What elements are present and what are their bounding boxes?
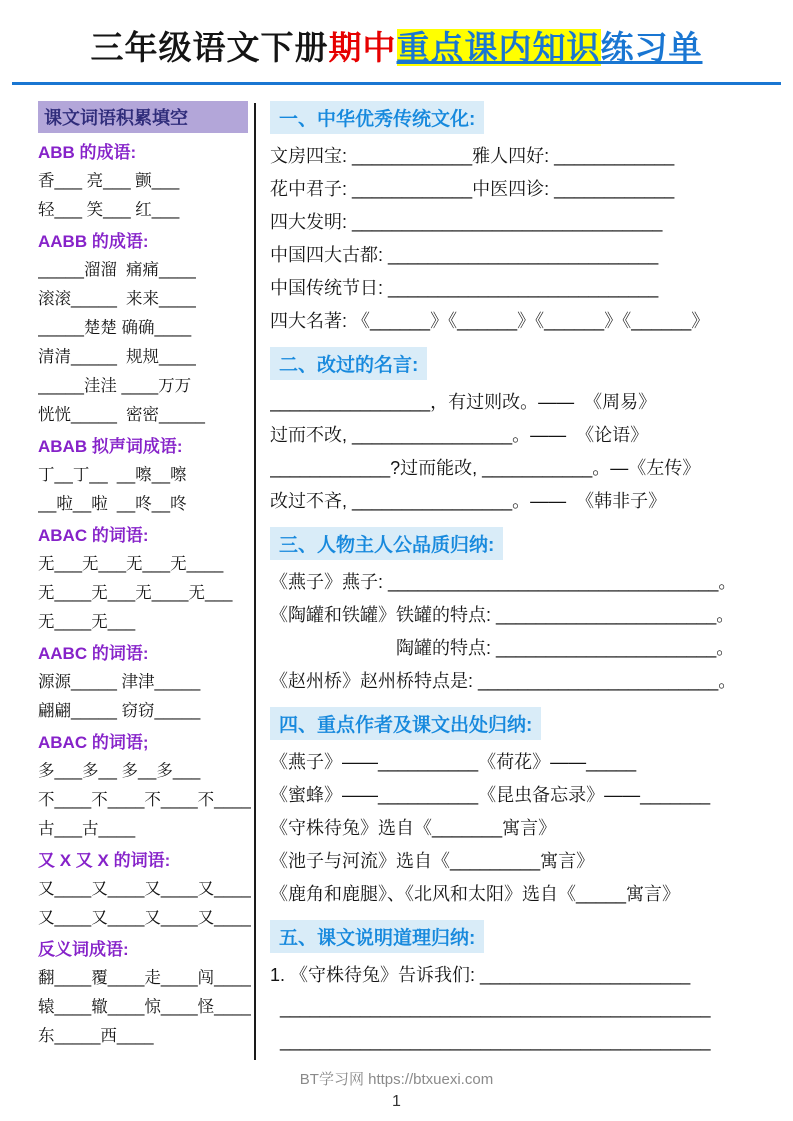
fill-blank-line: 中国四大古都: ___________________________ (270, 245, 659, 265)
section-title: 二、改过的名言: (270, 347, 427, 380)
fill-blank-line: 中国传统节日: ___________________________ (270, 278, 659, 298)
section-label-youx: 又 X 又 X 的词语: (38, 851, 171, 870)
fill-blank-line: ________________，有过则改。—— 《周易》 (270, 392, 657, 412)
fill-blank-line: _____洼洼 ____万万 (38, 377, 192, 395)
title-part-sheet: 练习单 (600, 29, 703, 66)
title-part-midterm: 期中 (328, 29, 397, 66)
fill-blank-line: 不____不____不____不____ (38, 791, 251, 809)
section-label-aabb: AABB 的成语: (38, 232, 149, 251)
title-divider-line (12, 82, 781, 85)
footer (0, 1069, 793, 1113)
fill-blank-line: 翻____覆____走____闯____ (38, 969, 251, 987)
section-title: 三、人物主人公品质归纳: (270, 527, 503, 560)
fill-blank-line: 翩翩_____ 窃窃_____ (38, 702, 201, 720)
section-label-aabc: AABC 的词语: (38, 644, 149, 663)
left-column-header: 课文词语积累填空 (38, 101, 248, 133)
section-famous-quotes (270, 338, 771, 518)
fill-blank-line: 《蜜蜂》——__________《昆虫备忘录》——_______ (270, 785, 711, 805)
fill-blank-line: 改过不吝, ________________。—— 《韩非子》 (270, 491, 667, 511)
fill-blank-line: 陶罐的特点: ______________________。 (270, 638, 735, 658)
section-label-abac-2: ABAC 的词语; (38, 733, 149, 752)
page-number: 1 (392, 1093, 401, 1110)
section-label-antonym: 反义词成语: (38, 940, 129, 959)
section-title: 一、中华优秀传统文化: (270, 101, 484, 134)
fill-blank-line: __啦__啦 __咚__咚 (38, 495, 187, 513)
fill-blank-line: 《池子与河流》选自《_________寓言》 (270, 851, 595, 871)
section-lessons (270, 911, 771, 1058)
fill-blank-line: 源源_____ 津津_____ (38, 673, 201, 691)
section-label-abab: ABAB 拟声词成语: (38, 437, 183, 456)
section-authors-sources (270, 698, 771, 911)
section-label-abb: ABB 的成语: (38, 143, 137, 162)
fill-blank-line: 香___ 亮___ 颤___ (38, 172, 180, 190)
fill-blank-line: 《陶罐和铁罐》铁罐的特点: ______________________。 (270, 605, 735, 625)
section-character-traits (270, 518, 771, 698)
section-label-abac: ABAC 的词语: (38, 526, 149, 545)
fill-blank-line: 滚滚_____ 来来____ (38, 290, 196, 308)
fill-blank-line: 《燕子》——__________《荷花》——_____ (270, 752, 637, 772)
fill-blank-line: 恍恍_____ 密密_____ (38, 406, 205, 424)
fill-blank-line: 《燕子》燕子: _________________________________。 (270, 572, 737, 592)
section-title: 四、重点作者及课文出处归纳: (270, 707, 541, 740)
right-column (270, 101, 781, 1066)
fill-blank-line: 多___多__ 多__多___ (38, 762, 201, 780)
fill-blank-line: 《赵州桥》赵州桥特点是: ________________________。 (270, 671, 737, 691)
fill-blank-line: 东_____西____ (38, 1027, 154, 1045)
fill-blank-line: 无____无___ (38, 613, 136, 631)
fill-blank-line: 轻___ 笑___ 红___ (38, 201, 180, 219)
title-part-grade: 三年级语文下册 (90, 29, 329, 66)
fill-blank-line: 过而不改, ________________。—— 《论语》 (270, 425, 649, 445)
fill-blank-line: 清清_____ 规规____ (38, 348, 196, 366)
left-column (38, 101, 252, 1066)
fill-blank-line: 无____无___无____无___ (38, 584, 233, 602)
title-part-highlight: 重点课内知识 (396, 29, 601, 66)
fill-blank-line: ___________________________________________ (270, 1031, 711, 1051)
fill-blank-line: 又____又____又____又____ (38, 880, 251, 898)
fill-blank-line: 古___古____ (38, 820, 136, 838)
content-columns (12, 101, 781, 1066)
fill-blank-line: _____楚楚 确确____ (38, 319, 192, 337)
fill-blank-line: ____________?过而能改, ___________。—《左传》 (270, 458, 701, 478)
page-title (12, 22, 781, 69)
fill-blank-line: 辕____辙____惊____怪____ (38, 998, 251, 1016)
section-traditional-culture (270, 101, 771, 338)
fill-blank-line: 四大发明: _______________________________ (270, 212, 663, 232)
fill-blank-line: 无___无___无___无____ (38, 555, 224, 573)
fill-blank-line: _____溜溜 痛痛____ (38, 261, 196, 279)
fill-blank-line: ___________________________________________ (270, 998, 711, 1018)
fill-blank-line: 《鹿角和鹿腿》、《北风和太阳》选自《_____寓言》 (270, 884, 681, 904)
fill-blank-line: 丁__丁__ __嚓__嚓 (38, 466, 187, 484)
fill-blank-line: 《守株待兔》选自《_______寓言》 (270, 818, 557, 838)
section-title: 五、课文说明道理归纳: (270, 920, 484, 953)
fill-blank-line: 花中君子: ____________中医四诊: ____________ (270, 179, 675, 199)
fill-blank-line: 文房四宝: ____________雅人四好: ____________ (270, 146, 675, 166)
fill-blank-line: 四大名著: 《______》《______》《______》《______》 (270, 311, 710, 331)
fill-blank-line: 又____又____又____又____ (38, 909, 251, 927)
footer-site-text: BT学习网 https://btxuexi.com (299, 1071, 494, 1088)
fill-blank-line: 1. 《守株待兔》告诉我们: _____________________ (270, 965, 691, 985)
column-divider (254, 103, 256, 1060)
